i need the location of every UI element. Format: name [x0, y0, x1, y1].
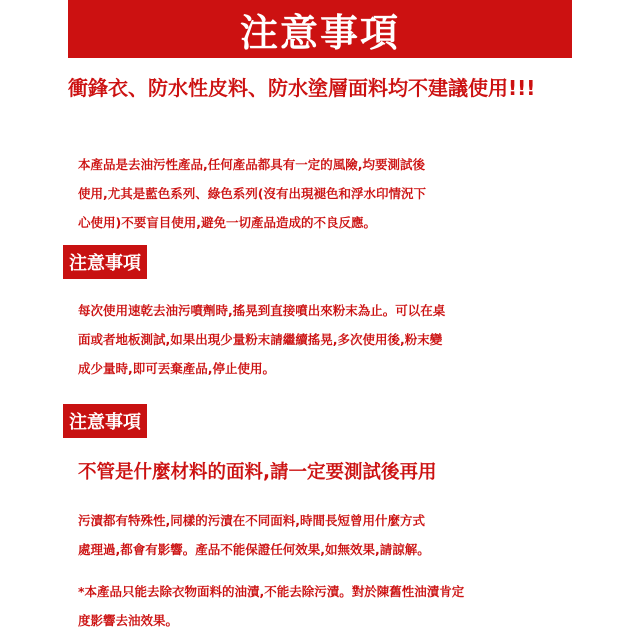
banner-title: 注意事項	[239, 10, 400, 55]
stain-line: 處理過,都會有影響。產品不能保證任何效果,如無效果,請諒解。	[78, 542, 430, 557]
stain-line: 污漬都有特殊性,同樣的污漬在不同面料,時間長短曾用什麼方式	[78, 513, 425, 528]
usage-line: 面或者地板測試,如果出現少量粉末請繼續搖晃,多次使用後,粉末變	[78, 332, 443, 347]
intro-line: 本產品是去油污性產品,任何產品都具有一定的風險,均要測試後	[78, 157, 425, 172]
intro-line: 心使用)不要盲目使用,避免一切產品造成的不良反應。	[78, 215, 376, 230]
warning-headline: 衝鋒衣、防水性皮料、防水塗層面料均不建議使用!!!	[68, 76, 536, 100]
usage-line: 成少量時,即可丟棄產品,停止使用。	[78, 361, 275, 376]
usage-line: 每次使用速乾去油污噴劑時,搖晃到直接噴出來粉末為止。可以在桌	[78, 303, 446, 318]
disclaimer-line: *本產品只能去除衣物面料的油漬,不能去除污漬。對於陳舊性油漬肯定	[78, 584, 465, 599]
intro-paragraph	[78, 150, 598, 237]
test-first-headline: 不管是什麼材料的面料,請一定要測試後再用	[78, 462, 437, 483]
notice-tag-1: 注意事項	[63, 245, 147, 279]
notice-tag-2: 注意事項	[63, 404, 147, 438]
intro-line: 使用,尤其是藍色系列、綠色系列(沒有出現褪色和浮水印情況下	[78, 186, 426, 201]
usage-paragraph	[78, 296, 598, 383]
title-banner	[68, 0, 572, 58]
disclaimer-paragraph	[78, 577, 598, 635]
disclaimer-line: 度影響去油效果。	[78, 613, 179, 628]
stain-paragraph	[78, 506, 598, 564]
